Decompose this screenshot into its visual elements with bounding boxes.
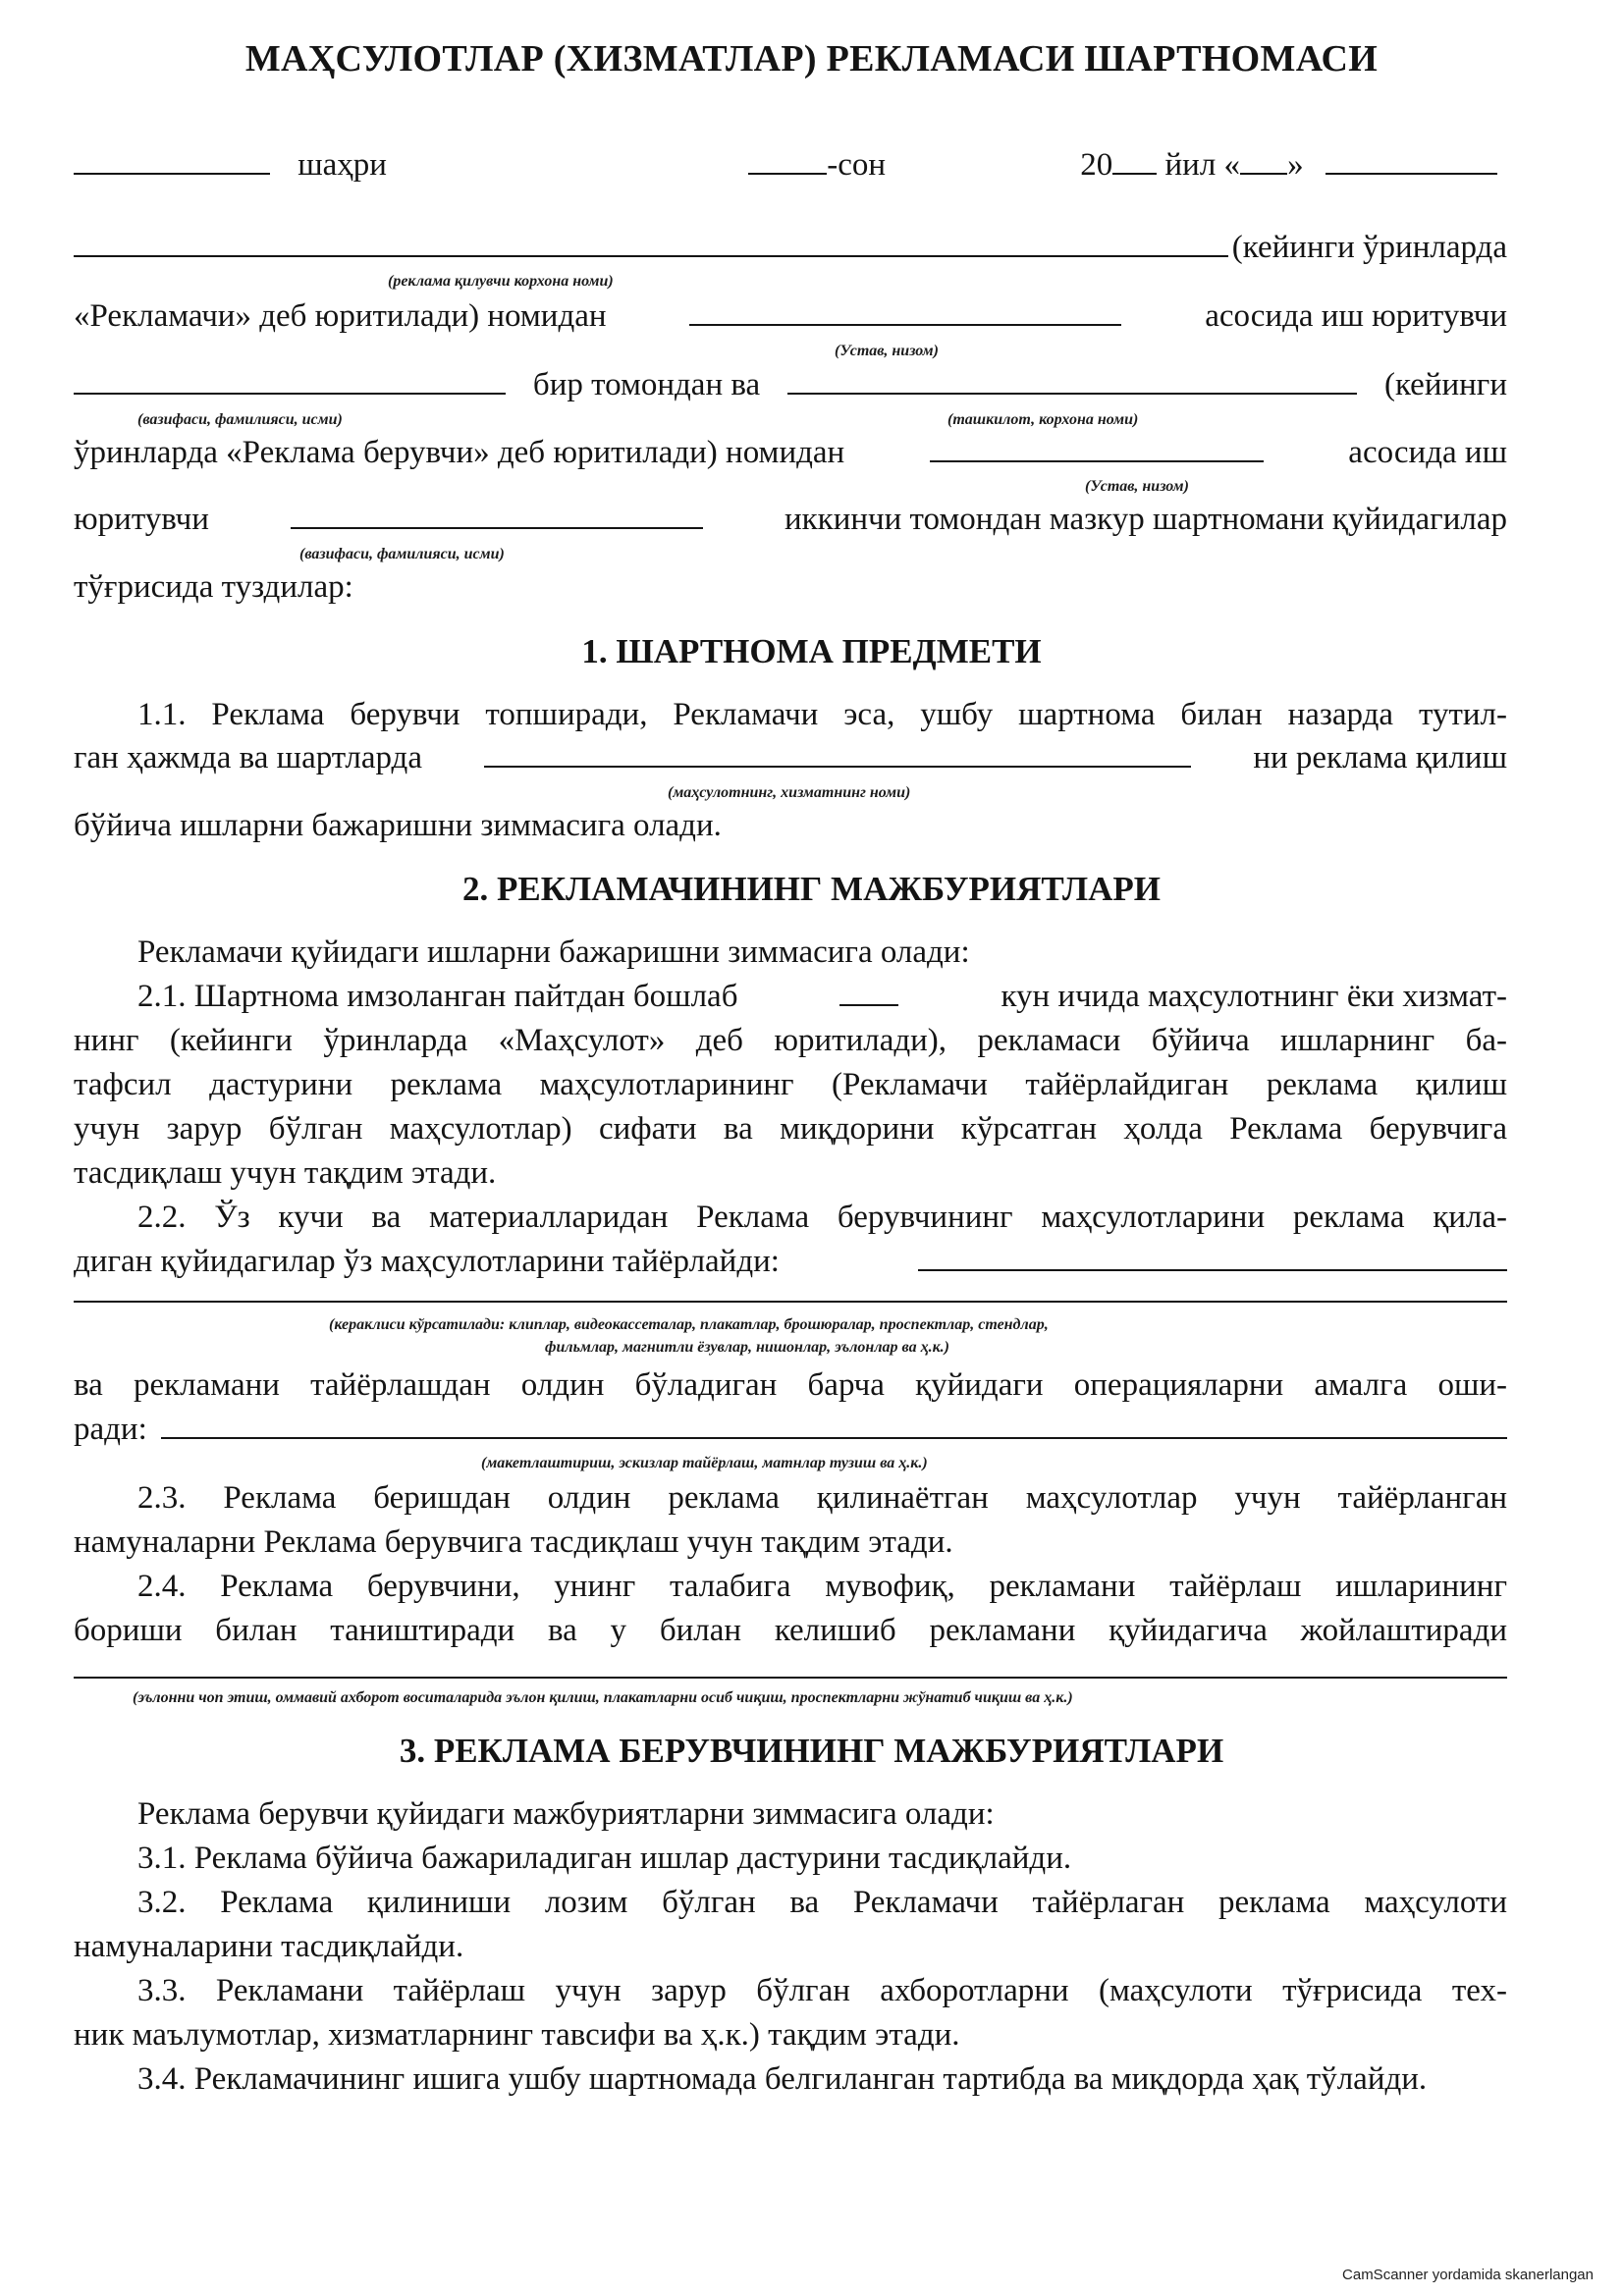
header-line — [74, 145, 1507, 185]
preamble-l3-a: бир томондан ва — [532, 367, 761, 402]
products-blank-1[interactable] — [918, 1244, 1507, 1271]
city-label: шаҳри — [298, 147, 387, 183]
products-blank-2[interactable] — [74, 1301, 1507, 1303]
section-3-intro: Реклама берувчи қуйидаги мажбуриятларни зиммасига олади: — [137, 1796, 995, 1832]
note-position-name-1: (вазифаси, фамилияси, исми) — [137, 411, 343, 428]
preamble-l1-end: (кейинги ўринларда — [1231, 230, 1507, 265]
placement-blank[interactable] — [74, 1677, 1507, 1679]
day-blank[interactable] — [1240, 147, 1287, 175]
clause-2-2-l4: ради: — [74, 1412, 147, 1447]
year-suffix: йил « — [1164, 147, 1241, 183]
clause-2-1-line-5: тасдиқлаш учун тақдим этади. — [74, 1155, 497, 1191]
note-position-name-2: (вазифаси, фамилияси, исми) — [299, 546, 505, 562]
preamble-line-6: тўғрисида туздилар: — [74, 569, 353, 605]
document-title: МАҲСУЛОТЛАР (ХИЗМАТЛАР) РЕКЛАМАСИ ШАРТНОМАСИ — [244, 38, 1379, 80]
note-placement: (эълонни чоп этиш, оммавий ахборот воситаларида эълон қилиш, плакатларни осиб чиқиш, проспектларни жўнатиб чиқиш ва ҳ.к.) — [133, 1689, 1073, 1706]
year-blank[interactable] — [1112, 147, 1157, 175]
section-3-heading: 3. РЕКЛАМА БЕРУВЧИНИНГ МАЖБУРИЯТЛАРИ — [399, 1732, 1224, 1770]
section-1-heading: 1. ШАРТНОМА ПРЕДМЕТИ — [581, 632, 1042, 670]
clause-1-1-line-1: 1.1. Реклама берувчи топширади, Рекламачи эса, ушбу шартнома билан назарда тутил- — [137, 697, 1507, 732]
note-organization: (ташкилот, корхона номи) — [947, 411, 1139, 428]
clause-3-3-line-2: ник маълумотлар, хизматларнинг тавсифи ва ҳ.к.) тақдим этади. — [74, 2017, 960, 2053]
clause-3-3-line-1: 3.3. Рекламани тайёрлаш учун зарур бўлган ахборотларни (маҳсулоти тўғрисида тех- — [137, 1973, 1507, 2008]
product-name-blank[interactable] — [484, 740, 1191, 768]
days-blank[interactable] — [839, 979, 898, 1006]
date-close: » — [1287, 147, 1304, 183]
preamble-line-5 — [74, 500, 1507, 539]
preamble-l5-a: юритувчи — [74, 502, 209, 537]
note-charter-2: (Устав, низом) — [1085, 478, 1189, 495]
preamble-line-3 — [74, 365, 1507, 404]
section-2-heading: 2. РЕКЛАМАЧИНИНГ МАЖБУРИЯТЛАРИ — [461, 870, 1161, 908]
note-products-a: (кераклиси кўрсатилади: клиплар, видеокассеталар, плакатлар, брошюралар, проспектлар, стендлар, — [329, 1316, 1049, 1333]
note-product-name: (маҳсулотнинг, хизматнинг номи) — [668, 784, 911, 801]
clause-2-3-line-1: 2.3. Реклама беришдан олдин реклама қилинаётган маҳсулотлар учун тайёрланган — [137, 1480, 1507, 1516]
note-advertiser-company: (реклама қилувчи корхона номи) — [388, 273, 614, 290]
clause-2-4-line-2: бориши билан таништиради ва у билан келишиб рекламани қуйидагича жойлаштиради — [74, 1613, 1507, 1648]
clause-2-2-line-2 — [74, 1242, 1507, 1281]
preamble-l4-a: ўринларда «Реклама берувчи» деб юритилади) номидан — [74, 435, 845, 470]
section-2-intro: Рекламачи қуйидаги ишларни бажаришни зиммасига олади: — [137, 934, 970, 970]
year-prefix: 20 — [1080, 147, 1113, 183]
clause-2-4-line-1: 2.4. Реклама берувчини, унинг талабига мувофиқ, рекламани тайёрлаш ишларининг — [137, 1569, 1507, 1604]
clause-2-2-l2: диган қуйидагилар ўз маҳсулотларини тайёрлайди: — [74, 1244, 780, 1279]
clause-1-1-l2-b: ни реклама қилиш — [1253, 740, 1507, 775]
preamble-line-4 — [74, 433, 1507, 472]
clause-2-1-l1-a: 2.1. Шартнома имзоланган пайтдан бошлаб — [137, 979, 738, 1014]
note-products-b: фильмлар, магнитли ёзувлар, нишонлар, эълонлар ва ҳ.к.) — [545, 1339, 949, 1356]
position-name-blank-2[interactable] — [291, 502, 703, 529]
clause-3-1: 3.1. Реклама бўйича бажариладиган ишлар дастурини тасдиқлайди. — [137, 1841, 1072, 1876]
number-blank[interactable] — [748, 147, 827, 175]
clause-1-1-line-3: бўйича ишларни бажаришни зиммасига олади. — [74, 808, 722, 843]
preamble-l3-b: (кейинги — [1383, 367, 1507, 402]
clause-2-2-line-3: ва рекламани тайёрлашдан олдин бўладиган барча қуйидаги операцияларни амалга оши- — [74, 1367, 1507, 1403]
preamble-l4-b: асосида иш — [1348, 435, 1507, 470]
clause-2-1-line-2: нинг (кейинги ўринларда «Маҳсулот» деб юритилади), рекламаси бўйича ишларнинг ба- — [74, 1023, 1507, 1058]
clause-2-3-line-2: намуналарни Реклама берувчига тасдиқлаш учун тақдим этади. — [74, 1524, 953, 1560]
month-blank[interactable] — [1325, 147, 1497, 175]
clause-2-2-line-4 — [74, 1410, 1507, 1449]
advertiser-company-blank[interactable] — [74, 230, 1228, 257]
preamble-l5-b: иккинчи томондан мазкур шартномани қуйидагилар — [784, 502, 1507, 537]
operations-blank[interactable] — [161, 1412, 1507, 1439]
charter-blank-1[interactable] — [689, 298, 1121, 326]
number-label: -сон — [827, 147, 887, 183]
clause-3-2-line-1: 3.2. Реклама қилиниши лозим бўлган ва Рекламачи тайёрлаган реклама маҳсулоти — [137, 1885, 1507, 1920]
note-charter-1: (Устав, низом) — [835, 343, 939, 359]
position-name-blank-1[interactable] — [74, 367, 506, 395]
clause-1-1-l2-a: ган ҳажмда ва шартларда — [74, 740, 422, 775]
charter-blank-2[interactable] — [930, 435, 1264, 462]
clause-2-1-line-1 — [137, 977, 1507, 1016]
clause-2-1-line-4: учун зарур бўлган маҳсулотлар) сифати ва миқдорини кўрсатган ҳолда Реклама берувчига — [74, 1111, 1507, 1147]
clause-2-2-line-1: 2.2. Ўз кучи ва материалларидан Реклама берувчининг маҳсулотларини реклама қила- — [137, 1200, 1507, 1235]
preamble-line-2 — [74, 296, 1507, 336]
city-blank[interactable] — [74, 147, 270, 175]
preamble-line-1 — [74, 228, 1507, 267]
note-operations: (макетлаштириш, эскизлар тайёрлаш, матнлар тузиш ва ҳ.к.) — [481, 1455, 928, 1471]
clause-1-1-line-2 — [74, 738, 1507, 777]
clause-2-1-line-3: тафсил дастурини реклама маҳсулотларининг (Рекламачи тайёрлайдиган реклама қилиш — [74, 1067, 1507, 1102]
clause-3-2-line-2: намуналарини тасдиқлайди. — [74, 1929, 464, 1964]
preamble-l2-b: асосида иш юритувчи — [1205, 298, 1507, 334]
clause-3-4: 3.4. Рекламачининг ишига ушбу шартномада белгиланган тартибда ва миқдорда ҳақ тўлайди. — [137, 2061, 1428, 2097]
preamble-l2-a: «Рекламачи» деб юритилади) номидан — [74, 298, 607, 334]
clause-2-1-l1-b: кун ичида маҳсулотнинг ёки хизмат- — [1001, 979, 1507, 1014]
scanner-watermark: CamScanner yordamida skanerlangan — [1342, 2267, 1594, 2283]
organization-blank[interactable] — [787, 367, 1357, 395]
